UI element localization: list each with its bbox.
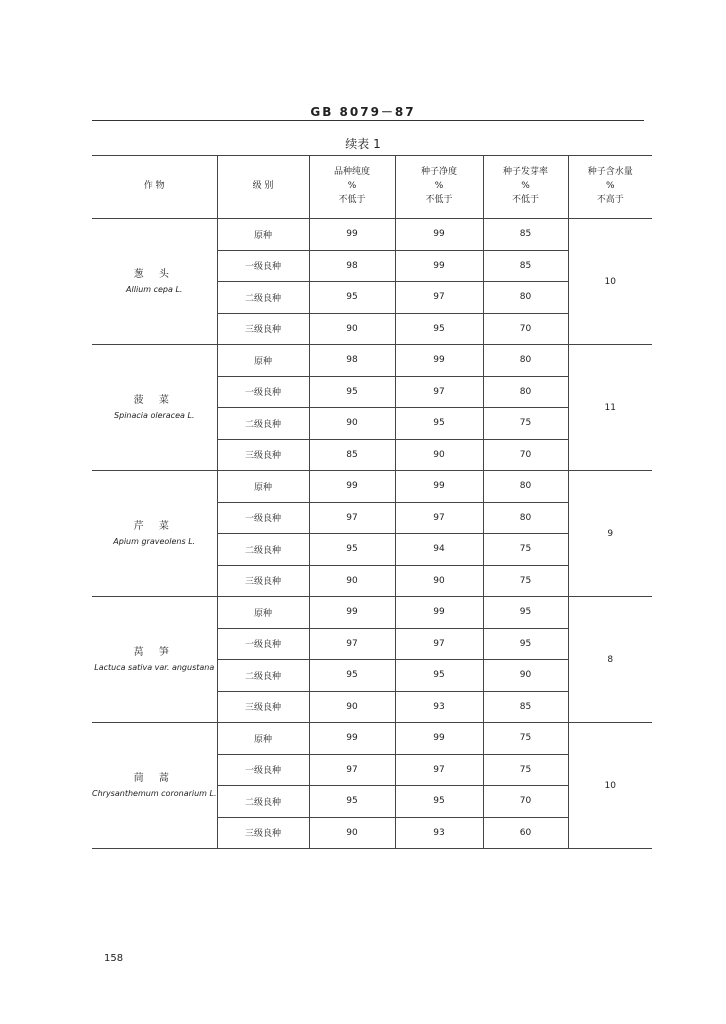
table-row bbox=[92, 471, 652, 503]
germination-cell: 75 bbox=[483, 534, 568, 566]
grade-cell: 二级良种 bbox=[217, 786, 309, 818]
crop-chinese-name: 葱 头 bbox=[133, 269, 175, 280]
header-cleanliness-line2: % bbox=[434, 181, 444, 192]
header-germination-line3: 不低于 bbox=[511, 194, 539, 205]
cleanliness-cell: 99 bbox=[395, 597, 483, 629]
moisture-cell: 10 bbox=[568, 723, 652, 849]
header-germination-line1: 种子发芽率 bbox=[502, 167, 548, 178]
purity-cell: 95 bbox=[309, 786, 395, 818]
crop-chinese-name: 莴 笋 bbox=[133, 647, 175, 658]
grade-cell: 二级良种 bbox=[217, 660, 309, 692]
germination-cell: 85 bbox=[483, 691, 568, 723]
grade-cell: 三级良种 bbox=[217, 313, 309, 345]
grade-cell: 二级良种 bbox=[217, 282, 309, 314]
cleanliness-cell: 94 bbox=[395, 534, 483, 566]
crop-latin-name: Spinacia oleracea L. bbox=[114, 411, 195, 420]
purity-cell: 99 bbox=[309, 471, 395, 503]
table-row bbox=[92, 723, 652, 755]
grade-cell: 三级良种 bbox=[217, 817, 309, 849]
crop-cell bbox=[92, 219, 217, 345]
germination-cell: 85 bbox=[483, 250, 568, 282]
moisture-cell: 9 bbox=[568, 471, 652, 597]
crop-cell bbox=[92, 597, 217, 723]
cleanliness-cell: 99 bbox=[395, 723, 483, 755]
crop-latin-name: Apium graveolens L. bbox=[113, 537, 196, 546]
purity-cell: 97 bbox=[309, 628, 395, 660]
purity-cell: 99 bbox=[309, 597, 395, 629]
purity-cell: 95 bbox=[309, 534, 395, 566]
table-caption: 续表 1 bbox=[345, 137, 381, 151]
germination-cell: 85 bbox=[483, 219, 568, 251]
cleanliness-cell: 95 bbox=[395, 660, 483, 692]
germination-cell: 75 bbox=[483, 754, 568, 786]
purity-cell: 90 bbox=[309, 817, 395, 849]
header-moisture-line3: 不高于 bbox=[596, 194, 624, 205]
purity-cell: 97 bbox=[309, 502, 395, 534]
germination-cell: 70 bbox=[483, 439, 568, 471]
grade-cell: 原种 bbox=[217, 471, 309, 503]
header-purity bbox=[309, 156, 395, 219]
header-moisture-line2: % bbox=[605, 181, 615, 192]
header-moisture-line1: 种子含水量 bbox=[587, 167, 633, 178]
purity-cell: 97 bbox=[309, 754, 395, 786]
header-cleanliness-line1: 种子净度 bbox=[420, 167, 457, 178]
germination-cell: 75 bbox=[483, 565, 568, 597]
cleanliness-cell: 95 bbox=[395, 786, 483, 818]
purity-cell: 85 bbox=[309, 439, 395, 471]
cleanliness-cell: 99 bbox=[395, 345, 483, 377]
header-cleanliness-line3: 不低于 bbox=[425, 194, 453, 205]
moisture-cell: 10 bbox=[568, 219, 652, 345]
germination-cell: 80 bbox=[483, 282, 568, 314]
grade-cell: 三级良种 bbox=[217, 691, 309, 723]
grade-cell: 原种 bbox=[217, 597, 309, 629]
header-purity-line1: 品种纯度 bbox=[333, 167, 370, 178]
cleanliness-cell: 99 bbox=[395, 471, 483, 503]
header-crop: 作 物 bbox=[92, 156, 217, 219]
purity-cell: 99 bbox=[309, 219, 395, 251]
cleanliness-cell: 97 bbox=[395, 754, 483, 786]
header-grade: 级 别 bbox=[217, 156, 309, 219]
crop-latin-name: Allium cepa L. bbox=[126, 285, 183, 294]
header-germination bbox=[483, 156, 568, 219]
germination-cell: 75 bbox=[483, 723, 568, 755]
grade-cell: 一级良种 bbox=[217, 502, 309, 534]
germination-cell: 90 bbox=[483, 660, 568, 692]
purity-cell: 90 bbox=[309, 313, 395, 345]
grade-cell: 二级良种 bbox=[217, 408, 309, 440]
germination-cell: 60 bbox=[483, 817, 568, 849]
crop-cell bbox=[92, 471, 217, 597]
header-purity-line3: 不低于 bbox=[338, 194, 366, 205]
purity-cell: 90 bbox=[309, 691, 395, 723]
grade-cell: 一级良种 bbox=[217, 376, 309, 408]
table-header-row bbox=[92, 156, 652, 219]
cleanliness-cell: 93 bbox=[395, 691, 483, 723]
grade-cell: 原种 bbox=[217, 219, 309, 251]
grade-cell: 一级良种 bbox=[217, 628, 309, 660]
germination-cell: 80 bbox=[483, 502, 568, 534]
cleanliness-cell: 97 bbox=[395, 376, 483, 408]
grade-cell: 三级良种 bbox=[217, 439, 309, 471]
cleanliness-cell: 95 bbox=[395, 408, 483, 440]
cleanliness-cell: 97 bbox=[395, 502, 483, 534]
germination-cell: 95 bbox=[483, 597, 568, 629]
grade-cell: 一级良种 bbox=[217, 250, 309, 282]
purity-cell: 95 bbox=[309, 282, 395, 314]
crop-latin-name: Chrysanthemum coronarium L. bbox=[92, 789, 217, 798]
cleanliness-cell: 99 bbox=[395, 250, 483, 282]
table-row bbox=[92, 219, 652, 251]
cleanliness-cell: 97 bbox=[395, 628, 483, 660]
table-row bbox=[92, 345, 652, 377]
header-germination-line2: % bbox=[521, 181, 530, 192]
purity-cell: 90 bbox=[309, 565, 395, 597]
cleanliness-cell: 95 bbox=[395, 313, 483, 345]
grade-cell: 原种 bbox=[217, 345, 309, 377]
header-purity-line2: % bbox=[347, 181, 357, 192]
germination-cell: 70 bbox=[483, 786, 568, 818]
seed-quality-table bbox=[92, 155, 652, 849]
germination-cell: 70 bbox=[483, 313, 568, 345]
crop-chinese-name: 芹 菜 bbox=[133, 521, 175, 532]
cleanliness-cell: 97 bbox=[395, 282, 483, 314]
standard-code: GB 8079－87 bbox=[310, 105, 416, 119]
purity-cell: 99 bbox=[309, 723, 395, 755]
grade-cell: 二级良种 bbox=[217, 534, 309, 566]
crop-chinese-name: 茼 蒿 bbox=[133, 773, 175, 784]
table-body bbox=[92, 219, 652, 849]
moisture-cell: 8 bbox=[568, 597, 652, 723]
germination-cell: 80 bbox=[483, 376, 568, 408]
germination-cell: 80 bbox=[483, 345, 568, 377]
germination-cell: 80 bbox=[483, 471, 568, 503]
grade-cell: 原种 bbox=[217, 723, 309, 755]
table-row bbox=[92, 597, 652, 629]
purity-cell: 98 bbox=[309, 345, 395, 377]
germination-cell: 75 bbox=[483, 408, 568, 440]
grade-cell: 一级良种 bbox=[217, 754, 309, 786]
cleanliness-cell: 99 bbox=[395, 219, 483, 251]
page-number: 158 bbox=[104, 953, 124, 964]
germination-cell: 95 bbox=[483, 628, 568, 660]
grade-cell: 三级良种 bbox=[217, 565, 309, 597]
crop-cell bbox=[92, 723, 217, 849]
header-cleanliness bbox=[395, 156, 483, 219]
cleanliness-cell: 93 bbox=[395, 817, 483, 849]
cleanliness-cell: 90 bbox=[395, 439, 483, 471]
purity-cell: 90 bbox=[309, 408, 395, 440]
header-rule bbox=[92, 120, 644, 121]
moisture-cell: 11 bbox=[568, 345, 652, 471]
purity-cell: 98 bbox=[309, 250, 395, 282]
purity-cell: 95 bbox=[309, 376, 395, 408]
purity-cell: 95 bbox=[309, 660, 395, 692]
crop-chinese-name: 菠 菜 bbox=[133, 395, 175, 406]
crop-latin-name: Lactuca sativa var. angustana bbox=[94, 663, 215, 672]
crop-cell bbox=[92, 345, 217, 471]
header-moisture bbox=[568, 156, 652, 219]
cleanliness-cell: 90 bbox=[395, 565, 483, 597]
